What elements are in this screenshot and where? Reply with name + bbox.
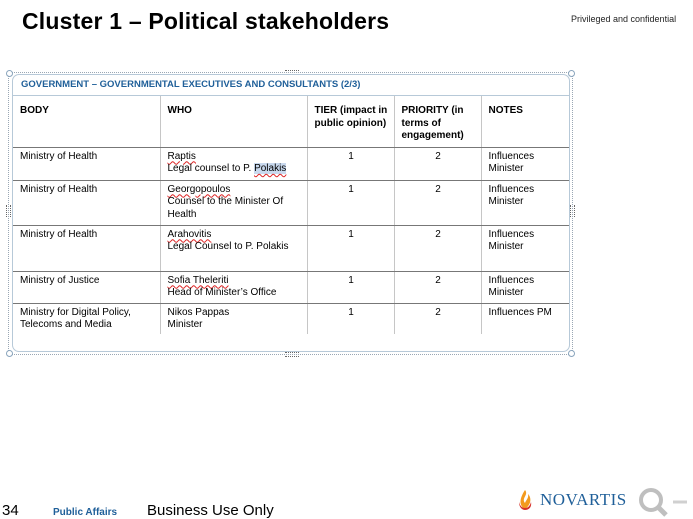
- header-body: BODY: [13, 96, 160, 147]
- cell-who-name: Georgopoulos: [167, 183, 231, 195]
- cell-priority[interactable]: 2: [394, 303, 481, 334]
- header-notes: NOTES: [481, 96, 569, 147]
- cell-who-role: Legal counsel to P.: [167, 163, 255, 174]
- resize-handle-left[interactable]: [6, 205, 11, 217]
- stakeholder-table-card[interactable]: [12, 74, 570, 352]
- table-heading: GOVERNMENT – GOVERNMENTAL EXECUTIVES AND CONSULTANTS (2/3): [13, 75, 569, 96]
- cell-who[interactable]: [160, 147, 307, 180]
- novartis-logo: [516, 489, 627, 511]
- cell-body[interactable]: Ministry of Justice: [13, 271, 160, 303]
- page-number: 34: [2, 502, 19, 519]
- cell-who[interactable]: [160, 225, 307, 271]
- resize-handle-top-left[interactable]: [6, 70, 13, 77]
- cell-priority[interactable]: 2: [394, 271, 481, 303]
- cell-body[interactable]: Ministry of Health: [13, 225, 160, 271]
- search-magnifier-icon[interactable]: [635, 486, 691, 518]
- cell-who-role: Minister: [167, 319, 203, 330]
- header-priority: PRIORITY (in terms of engagement): [394, 96, 481, 147]
- cell-tier[interactable]: 1: [307, 225, 394, 271]
- cell-notes[interactable]: Influences Minister: [481, 180, 569, 225]
- table-header-row: [13, 96, 569, 147]
- cell-tier[interactable]: 1: [307, 303, 394, 334]
- logo-text: NOVARTIS: [540, 490, 627, 509]
- cell-who-name: Arahovitis: [167, 228, 212, 240]
- cell-who-role: Legal Counsel to P. Polakis: [167, 241, 289, 252]
- header-tier: TIER (impact in public opinion): [307, 96, 394, 147]
- resize-handle-top-right[interactable]: [568, 70, 575, 77]
- resize-handle-bottom[interactable]: [285, 352, 299, 357]
- cell-tier[interactable]: 1: [307, 180, 394, 225]
- cell-who[interactable]: [160, 180, 307, 225]
- resize-handle-bottom-right[interactable]: [568, 350, 575, 357]
- cell-notes[interactable]: Influences Minister: [481, 147, 569, 180]
- table-row[interactable]: [13, 271, 569, 303]
- cell-body[interactable]: Ministry of Health: [13, 147, 160, 180]
- cell-notes[interactable]: Influences Minister: [481, 225, 569, 271]
- novartis-flame-icon: [516, 489, 534, 511]
- table-row[interactable]: [13, 180, 569, 225]
- cell-notes[interactable]: Influences Minister: [481, 271, 569, 303]
- cell-who[interactable]: [160, 271, 307, 303]
- selected-text[interactable]: Polakis: [254, 163, 287, 174]
- stakeholder-table[interactable]: [13, 96, 569, 334]
- resize-handle-bottom-left[interactable]: [6, 350, 13, 357]
- confidentiality-label: Privileged and confidential: [571, 14, 677, 24]
- cell-who[interactable]: [160, 303, 307, 334]
- slide-title: Cluster 1 – Political stakeholders: [22, 8, 390, 34]
- cell-body[interactable]: Ministry for Digital Policy, Telecoms and Media: [20, 306, 131, 330]
- table-row[interactable]: [13, 147, 569, 180]
- cell-tier[interactable]: 1: [307, 147, 394, 180]
- table-row[interactable]: [13, 303, 569, 334]
- cell-priority[interactable]: 2: [394, 180, 481, 225]
- cell-who-name: Nikos Pappas: [167, 306, 230, 318]
- header-who: WHO: [160, 96, 307, 147]
- resize-handle-right[interactable]: [570, 205, 575, 217]
- cell-priority[interactable]: 2: [394, 147, 481, 180]
- cell-who-name: Sofia Theleriti: [167, 274, 229, 286]
- cell-notes[interactable]: Influences PM: [481, 303, 569, 334]
- classification-label: Business Use Only: [147, 502, 274, 519]
- cell-who-role: Head of Minister’s Office: [167, 287, 277, 298]
- cell-who-name: Raptis: [167, 150, 196, 162]
- cell-priority[interactable]: 2: [394, 225, 481, 271]
- cell-tier[interactable]: 1: [307, 271, 394, 303]
- cell-body[interactable]: Ministry of Health: [13, 180, 160, 225]
- table-row[interactable]: [13, 225, 569, 271]
- cell-who-role: Counsel to the Minister Of Health: [167, 196, 284, 220]
- department-label: Public Affairs: [53, 507, 118, 518]
